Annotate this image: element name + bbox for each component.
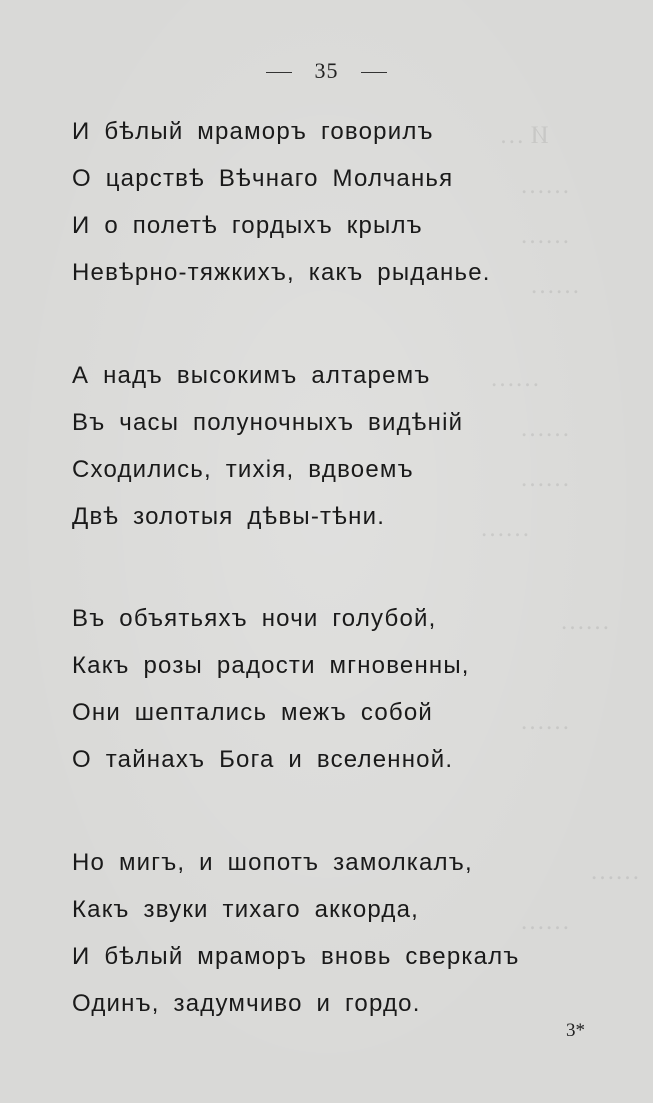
stanza-3: [72, 599, 592, 787]
poem-line: И о полетѣ гордыхъ крылъ: [72, 212, 423, 239]
poem-line: Но мигъ, и шопотъ замолкалъ,: [72, 849, 473, 876]
page-number-dash-right: [361, 72, 387, 73]
poem-line: Какъ розы радости мгновенны,: [72, 652, 470, 679]
poem-line: Въ часы полуночныхъ видѣній: [72, 409, 464, 436]
poem-line: О тайнахъ Бога и вселенной.: [72, 746, 454, 773]
page-number: [0, 58, 653, 84]
stanza-2: [72, 356, 592, 544]
poem-line: Двѣ золотыя дѣвы-тѣни.: [72, 503, 386, 530]
poem-line: Они шептались межъ собой: [72, 699, 433, 726]
poem-line: А надъ высокимъ алтаремъ: [72, 362, 431, 389]
page-number-dash-left: [266, 72, 292, 73]
poem-line: И бѣлый мраморъ вновь сверкалъ: [72, 943, 520, 970]
stanza-1: [72, 112, 592, 300]
poem-line: Сходились, тихія, вдвоемъ: [72, 456, 414, 483]
bleed-through-text: И … …… …… …… …… …… …… …… …… …… …… ……: [480, 122, 640, 935]
poem-line: И бѣлый мраморъ говорилъ: [72, 118, 434, 145]
stanza-4: [72, 843, 592, 1031]
poem-line: Какъ звуки тихаго аккорда,: [72, 896, 419, 923]
printer-signature-mark: 3*: [566, 1020, 585, 1041]
poem-line: Невѣрно-тяжкихъ, какъ рыданье.: [72, 259, 491, 286]
poem-line: Одинъ, задумчиво и гордо.: [72, 990, 421, 1017]
poem-line: О царствѣ Вѣчнаго Молчанья: [72, 165, 454, 192]
page-number-value: 35: [314, 58, 339, 83]
poem-line: Въ объятьяхъ ночи голубой,: [72, 605, 437, 632]
